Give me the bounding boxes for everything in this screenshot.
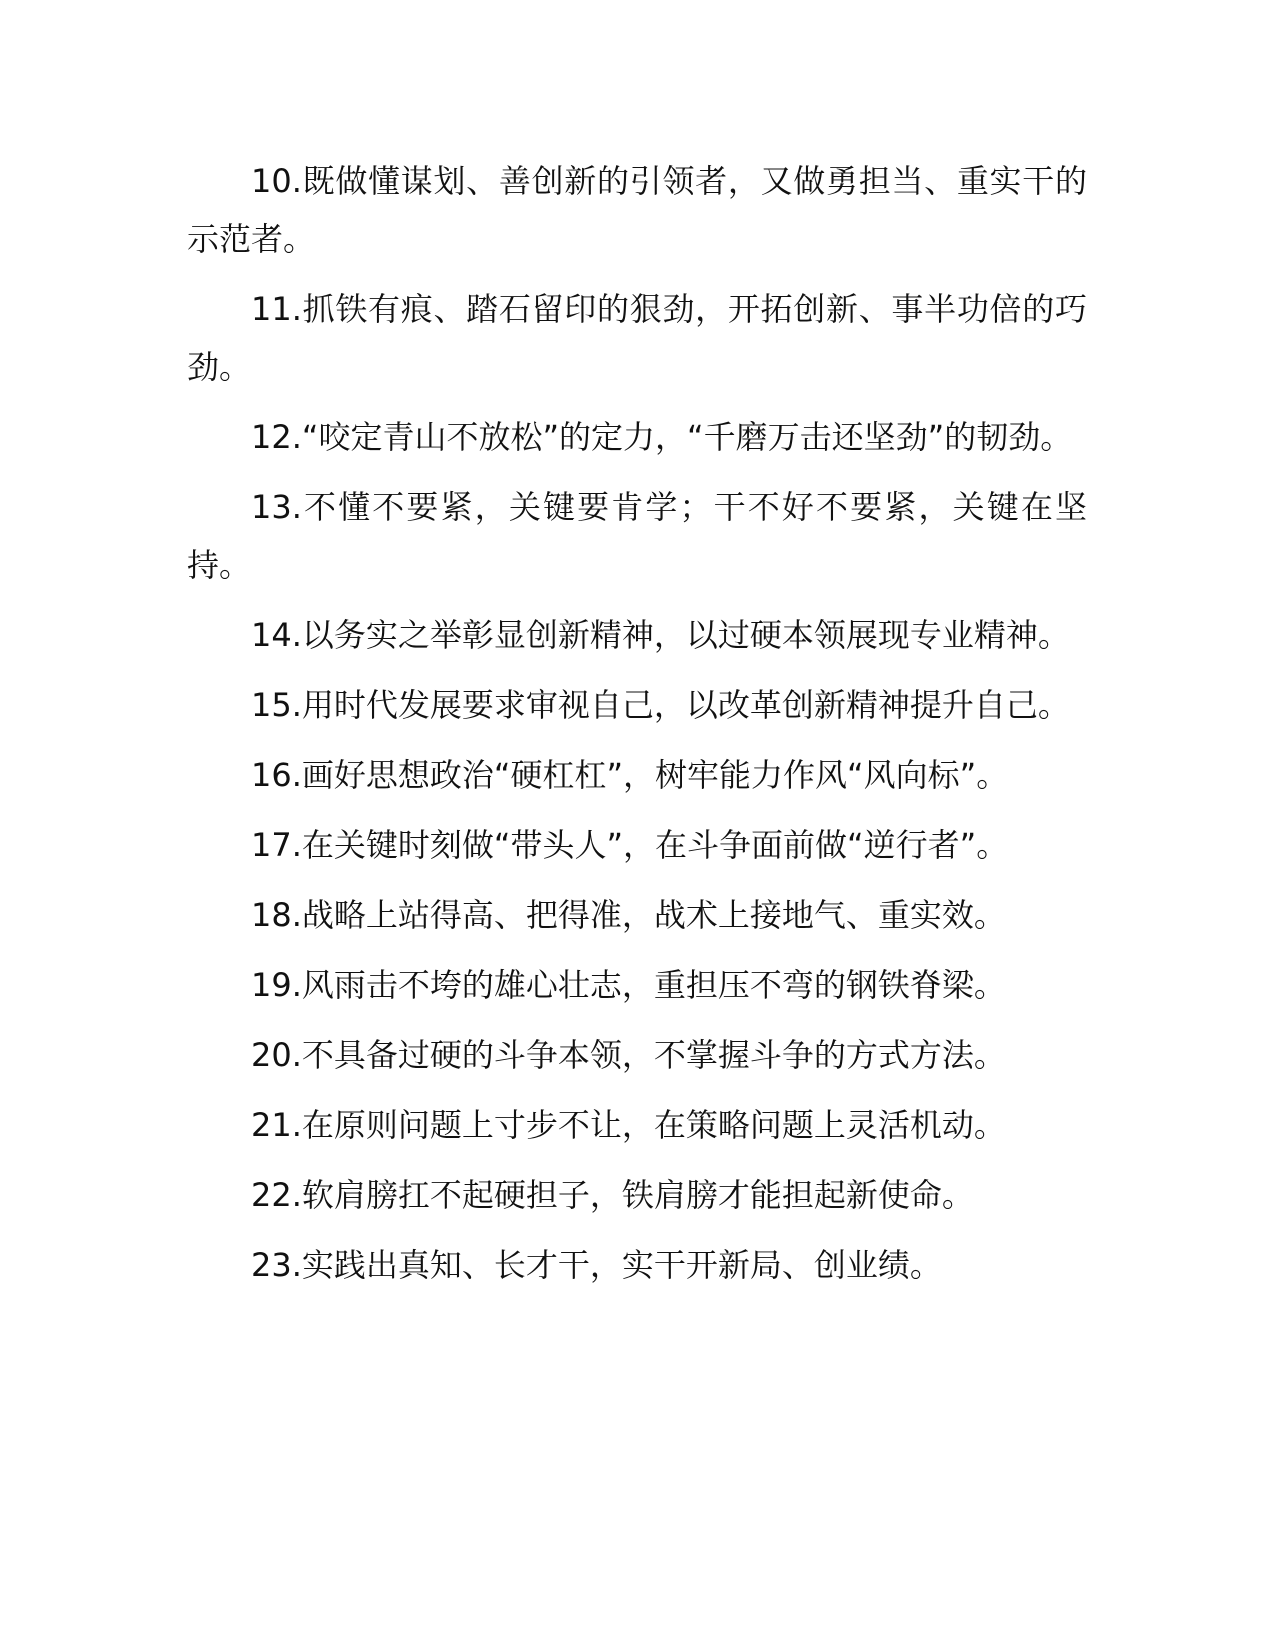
- list-item: 12.“咬定青山不放松”的定力，“千磨万击还坚劲”的韧劲。: [251, 418, 1073, 456]
- list-item: 20.不具备过硬的斗争本领，不掌握斗争的方式方法。: [251, 1036, 1006, 1074]
- list-item: 18.战略上站得高、把得准，战术上接地气、重实效。: [251, 896, 1006, 934]
- list-item: 17.在关键时刻做“带头人”，在斗争面前做“逆行者”。: [251, 826, 1009, 864]
- list-item: 14.以务实之举彰显创新精神，以过硬本领展现专业精神。: [251, 616, 1070, 654]
- document-body: [187, 152, 1087, 1306]
- list-item: 21.在原则问题上寸步不让，在策略问题上灵活机动。: [251, 1106, 1006, 1144]
- list-item: 22.软肩膀扛不起硬担子，铁肩膀才能担起新使命。: [251, 1176, 974, 1214]
- list-item: 11.抓铁有痕、踏石留印的狠劲，开拓创新、事半功倍的巧劲。: [187, 290, 1087, 386]
- list-item: 15.用时代发展要求审视自己，以改革创新精神提升自己。: [251, 686, 1070, 724]
- list-item: 19.风雨击不垮的雄心壮志，重担压不弯的钢铁脊梁。: [251, 966, 1006, 1004]
- list-item: 13.不懂不要紧，关键要肯学；干不好不要紧，关键在坚持。: [187, 488, 1087, 584]
- list-item: 16.画好思想政治“硬杠杠”，树牢能力作风“风向标”。: [251, 756, 1009, 794]
- list-item: 10.既做懂谋划、善创新的引领者，又做勇担当、重实干的示范者。: [187, 162, 1087, 258]
- list-item: 23.实践出真知、长才干，实干开新局、创业绩。: [251, 1246, 942, 1284]
